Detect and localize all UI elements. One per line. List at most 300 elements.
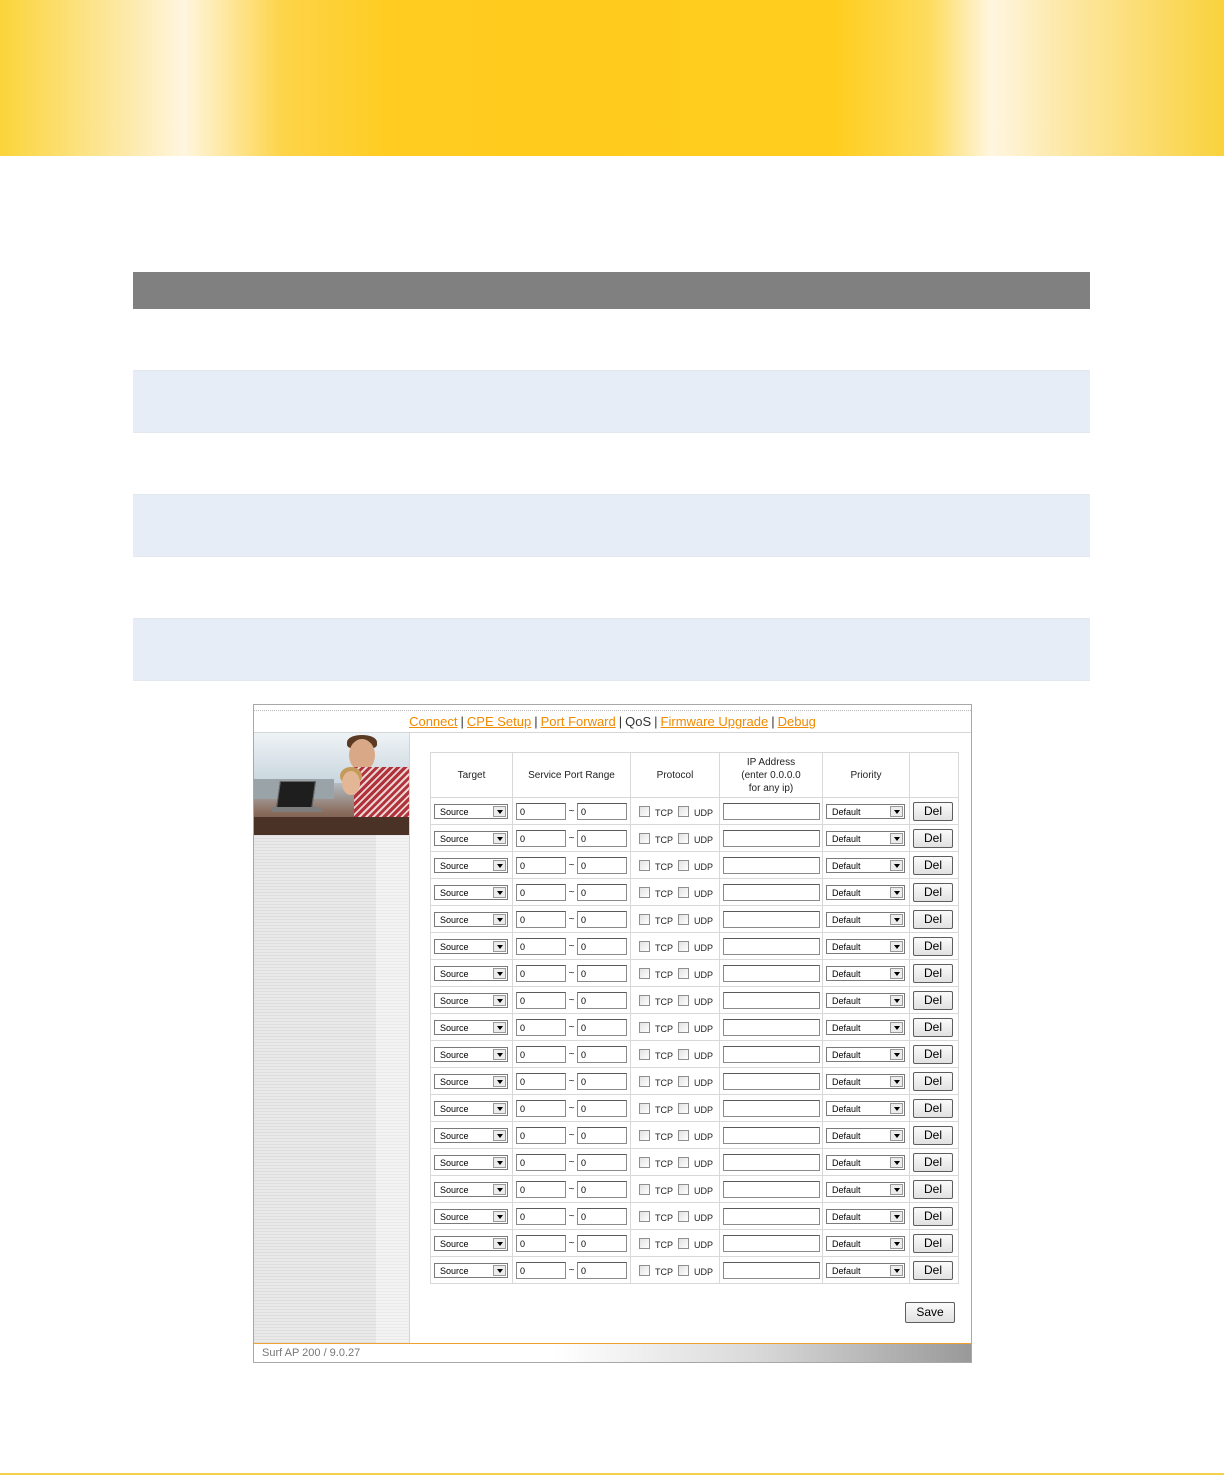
target-select[interactable] xyxy=(434,1263,508,1278)
dropdown-arrow-icon[interactable] xyxy=(493,995,506,1006)
ip-address-input[interactable] xyxy=(723,1100,820,1117)
delete-button[interactable]: Del xyxy=(913,802,953,821)
protocol-cell xyxy=(631,1257,720,1284)
dropdown-arrow-icon[interactable] xyxy=(493,914,506,925)
target-select[interactable] xyxy=(434,1155,508,1170)
delete-button[interactable]: Del xyxy=(913,910,953,929)
udp-checkbox[interactable] xyxy=(678,860,689,871)
target-value: Source xyxy=(440,887,469,898)
udp-checkbox[interactable] xyxy=(678,806,689,817)
qos-rules-body xyxy=(431,798,959,1284)
udp-label: UDP xyxy=(694,997,714,1007)
ip-address-input[interactable] xyxy=(723,884,820,901)
udp-label: UDP xyxy=(694,808,714,818)
nav-link-debug[interactable]: Debug xyxy=(777,714,816,729)
port-from-input[interactable]: 0 xyxy=(516,965,566,982)
dropdown-arrow-icon[interactable] xyxy=(890,995,903,1006)
delete-button[interactable]: Del xyxy=(913,964,953,983)
priority-select[interactable] xyxy=(826,1263,905,1278)
udp-checkbox[interactable] xyxy=(678,1103,689,1114)
priority-cell xyxy=(823,1176,910,1203)
delete-cell xyxy=(910,879,959,906)
tcp-checkbox[interactable] xyxy=(639,968,650,979)
document-table-row xyxy=(133,495,1090,557)
priority-value: Default xyxy=(832,968,861,979)
dropdown-arrow-icon[interactable] xyxy=(890,806,903,817)
dropdown-arrow-icon[interactable] xyxy=(890,1157,903,1168)
port-to-input[interactable]: 0 xyxy=(577,830,627,847)
port-from-input[interactable]: 0 xyxy=(516,1181,566,1198)
target-select[interactable] xyxy=(434,939,508,954)
port-from-input[interactable]: 0 xyxy=(516,911,566,928)
range-separator: ~ xyxy=(568,994,575,1006)
dropdown-arrow-icon[interactable] xyxy=(890,941,903,952)
delete-button[interactable]: Del xyxy=(913,829,953,848)
udp-label: UDP xyxy=(694,1132,714,1142)
tcp-label: TCP xyxy=(655,1213,673,1223)
udp-label: UDP xyxy=(694,1051,714,1061)
port-range-cell xyxy=(513,852,631,879)
ip-address-input[interactable] xyxy=(723,965,820,982)
port-from-input[interactable]: 0 xyxy=(516,1046,566,1063)
priority-select[interactable] xyxy=(826,1209,905,1224)
priority-value: Default xyxy=(832,941,861,952)
udp-checkbox[interactable] xyxy=(678,1022,689,1033)
dropdown-arrow-icon[interactable] xyxy=(890,1022,903,1033)
dropdown-arrow-icon[interactable] xyxy=(493,968,506,979)
target-value: Source xyxy=(440,1238,469,1249)
target-cell xyxy=(431,987,513,1014)
delete-button[interactable]: Del xyxy=(913,1045,953,1064)
port-from-input[interactable]: 0 xyxy=(516,992,566,1009)
dropdown-arrow-icon[interactable] xyxy=(890,833,903,844)
delete-cell xyxy=(910,1176,959,1203)
target-select[interactable] xyxy=(434,1236,508,1251)
udp-checkbox[interactable] xyxy=(678,1049,689,1060)
dropdown-arrow-icon[interactable] xyxy=(493,1157,506,1168)
ip-address-input[interactable] xyxy=(723,1046,820,1063)
tcp-checkbox[interactable] xyxy=(639,833,650,844)
dropdown-arrow-icon[interactable] xyxy=(890,860,903,871)
target-select[interactable] xyxy=(434,1020,508,1035)
udp-checkbox[interactable] xyxy=(678,941,689,952)
priority-value: Default xyxy=(832,806,861,817)
protocol-cell xyxy=(631,906,720,933)
ip-address-input[interactable] xyxy=(723,1154,820,1171)
port-from-input[interactable]: 0 xyxy=(516,857,566,874)
delete-button[interactable]: Del xyxy=(913,883,953,902)
range-separator: ~ xyxy=(568,967,575,979)
dropdown-arrow-icon[interactable] xyxy=(493,833,506,844)
dropdown-arrow-icon[interactable] xyxy=(493,860,506,871)
udp-checkbox[interactable] xyxy=(678,1211,689,1222)
save-button[interactable]: Save xyxy=(905,1302,955,1323)
tcp-label: TCP xyxy=(655,1240,673,1250)
priority-value: Default xyxy=(832,1238,861,1249)
port-to-input[interactable]: 0 xyxy=(577,1154,627,1171)
port-to-input[interactable]: 0 xyxy=(577,938,627,955)
ip-address-input[interactable] xyxy=(723,1235,820,1252)
nav-separator: | xyxy=(618,714,623,729)
target-cell xyxy=(431,1176,513,1203)
target-cell xyxy=(431,1122,513,1149)
tcp-checkbox[interactable] xyxy=(639,887,650,898)
nav-link-port-forward[interactable]: Port Forward xyxy=(540,714,616,729)
port-to-input[interactable]: 0 xyxy=(577,1019,627,1036)
ip-address-input[interactable] xyxy=(723,1181,820,1198)
ip-cell xyxy=(720,798,823,825)
target-select[interactable] xyxy=(434,912,508,927)
tcp-checkbox[interactable] xyxy=(639,941,650,952)
dropdown-arrow-icon[interactable] xyxy=(493,1130,506,1141)
priority-cell xyxy=(823,960,910,987)
target-value: Source xyxy=(440,1076,469,1087)
port-from-input[interactable]: 0 xyxy=(516,1019,566,1036)
qos-header-row xyxy=(431,753,959,798)
dropdown-arrow-icon[interactable] xyxy=(890,1238,903,1249)
ip-cell xyxy=(720,960,823,987)
delete-button[interactable]: Del xyxy=(913,1126,953,1145)
port-from-input[interactable]: 0 xyxy=(516,1262,566,1279)
ip-address-input[interactable] xyxy=(723,1073,820,1090)
dropdown-arrow-icon[interactable] xyxy=(493,1103,506,1114)
dropdown-arrow-icon[interactable] xyxy=(493,806,506,817)
port-range-cell xyxy=(513,987,631,1014)
priority-value: Default xyxy=(832,1022,861,1033)
target-select[interactable] xyxy=(434,1128,508,1143)
tcp-label: TCP xyxy=(655,970,673,980)
ip-address-input[interactable] xyxy=(723,803,820,820)
dropdown-arrow-icon[interactable] xyxy=(493,1049,506,1060)
port-to-input[interactable]: 0 xyxy=(577,803,627,820)
port-to-input[interactable]: 0 xyxy=(577,965,627,982)
priority-select[interactable] xyxy=(826,939,905,954)
ip-cell xyxy=(720,1257,823,1284)
delete-cell xyxy=(910,1122,959,1149)
target-select[interactable] xyxy=(434,966,508,981)
content-divider xyxy=(409,733,410,1343)
port-to-input[interactable]: 0 xyxy=(577,1127,627,1144)
priority-select[interactable] xyxy=(826,831,905,846)
target-select[interactable] xyxy=(434,993,508,1008)
tcp-label: TCP xyxy=(655,835,673,845)
target-value: Source xyxy=(440,968,469,979)
port-from-input[interactable]: 0 xyxy=(516,1073,566,1090)
port-to-input[interactable]: 0 xyxy=(577,1262,627,1279)
priority-value: Default xyxy=(832,1211,861,1222)
header-priority: Priority xyxy=(823,753,910,798)
bottom-rule xyxy=(0,1473,1224,1475)
udp-checkbox[interactable] xyxy=(678,887,689,898)
table-row xyxy=(431,1068,959,1095)
port-from-input[interactable]: 0 xyxy=(516,830,566,847)
dropdown-arrow-icon[interactable] xyxy=(493,1184,506,1195)
priority-cell xyxy=(823,1068,910,1095)
nav-link-cpe-setup[interactable]: CPE Setup xyxy=(466,714,532,729)
port-to-input[interactable]: 0 xyxy=(577,911,627,928)
priority-select[interactable] xyxy=(826,1047,905,1062)
priority-select[interactable] xyxy=(826,1128,905,1143)
port-from-input[interactable]: 0 xyxy=(516,938,566,955)
port-from-input[interactable]: 0 xyxy=(516,884,566,901)
tcp-checkbox[interactable] xyxy=(639,1265,650,1276)
ip-address-input[interactable] xyxy=(723,857,820,874)
priority-value: Default xyxy=(832,1103,861,1114)
range-separator: ~ xyxy=(568,1129,575,1141)
protocol-cell xyxy=(631,798,720,825)
delete-button[interactable]: Del xyxy=(913,1153,953,1172)
udp-checkbox[interactable] xyxy=(678,1184,689,1195)
tcp-checkbox[interactable] xyxy=(639,1130,650,1141)
dropdown-arrow-icon[interactable] xyxy=(493,1022,506,1033)
port-range-cell xyxy=(513,1068,631,1095)
port-from-input[interactable]: 0 xyxy=(516,803,566,820)
range-separator: ~ xyxy=(568,913,575,925)
port-from-input[interactable]: 0 xyxy=(516,1100,566,1117)
tcp-checkbox[interactable] xyxy=(639,1211,650,1222)
priority-select[interactable] xyxy=(826,885,905,900)
udp-checkbox[interactable] xyxy=(678,1265,689,1276)
priority-cell xyxy=(823,1095,910,1122)
target-cell xyxy=(431,825,513,852)
target-select[interactable] xyxy=(434,1047,508,1062)
port-to-input[interactable]: 0 xyxy=(577,884,627,901)
tcp-label: TCP xyxy=(655,889,673,899)
priority-value: Default xyxy=(832,860,861,871)
ip-cell xyxy=(720,1203,823,1230)
priority-select[interactable] xyxy=(826,1101,905,1116)
port-range-cell xyxy=(513,960,631,987)
priority-select[interactable] xyxy=(826,993,905,1008)
priority-select[interactable] xyxy=(826,1020,905,1035)
target-select[interactable] xyxy=(434,1182,508,1197)
priority-value: Default xyxy=(832,1049,861,1060)
ip-address-input[interactable] xyxy=(723,1019,820,1036)
table-row xyxy=(431,987,959,1014)
priority-select[interactable] xyxy=(826,1182,905,1197)
ip-address-input[interactable] xyxy=(723,1127,820,1144)
port-from-input[interactable]: 0 xyxy=(516,1154,566,1171)
protocol-cell xyxy=(631,1230,720,1257)
protocol-cell xyxy=(631,987,720,1014)
header-protocol: Protocol xyxy=(631,753,720,798)
dropdown-arrow-icon[interactable] xyxy=(890,1103,903,1114)
tcp-checkbox[interactable] xyxy=(639,995,650,1006)
delete-button[interactable]: Del xyxy=(913,1072,953,1091)
port-to-input[interactable]: 0 xyxy=(577,1100,627,1117)
dropdown-arrow-icon[interactable] xyxy=(890,1049,903,1060)
target-select[interactable] xyxy=(434,1101,508,1116)
nav-link-connect[interactable]: Connect xyxy=(409,714,458,729)
delete-cell xyxy=(910,798,959,825)
udp-checkbox[interactable] xyxy=(678,968,689,979)
dropdown-arrow-icon[interactable] xyxy=(493,1076,506,1087)
dropdown-arrow-icon[interactable] xyxy=(890,887,903,898)
document-table-row xyxy=(133,371,1090,433)
delete-button[interactable]: Del xyxy=(913,1018,953,1037)
port-to-input[interactable]: 0 xyxy=(577,992,627,1009)
tcp-label: TCP xyxy=(655,1132,673,1142)
udp-checkbox[interactable] xyxy=(678,1076,689,1087)
target-cell xyxy=(431,1068,513,1095)
udp-label: UDP xyxy=(694,1105,714,1115)
udp-label: UDP xyxy=(694,943,714,953)
protocol-cell xyxy=(631,1149,720,1176)
priority-value: Default xyxy=(832,1184,861,1195)
ip-cell xyxy=(720,1041,823,1068)
priority-select[interactable] xyxy=(826,912,905,927)
ip-address-input[interactable] xyxy=(723,911,820,928)
dropdown-arrow-icon[interactable] xyxy=(890,1076,903,1087)
target-cell xyxy=(431,1203,513,1230)
dropdown-arrow-icon[interactable] xyxy=(493,1265,506,1276)
delete-cell xyxy=(910,825,959,852)
dropdown-arrow-icon[interactable] xyxy=(493,941,506,952)
port-to-input[interactable]: 0 xyxy=(577,1208,627,1225)
udp-label: UDP xyxy=(694,862,714,872)
header-ip-address xyxy=(720,753,823,798)
udp-label: UDP xyxy=(694,1186,714,1196)
tcp-checkbox[interactable] xyxy=(639,1238,650,1249)
ip-address-input[interactable] xyxy=(723,938,820,955)
ip-cell xyxy=(720,987,823,1014)
port-to-input[interactable]: 0 xyxy=(577,1235,627,1252)
target-cell xyxy=(431,1014,513,1041)
dropdown-arrow-icon[interactable] xyxy=(890,968,903,979)
range-separator: ~ xyxy=(568,1102,575,1114)
dropdown-arrow-icon[interactable] xyxy=(493,1211,506,1222)
tcp-label: TCP xyxy=(655,1105,673,1115)
target-select[interactable] xyxy=(434,885,508,900)
ip-address-input[interactable] xyxy=(723,992,820,1009)
udp-label: UDP xyxy=(694,1078,714,1088)
document-table-row xyxy=(133,557,1090,619)
dropdown-arrow-icon[interactable] xyxy=(493,887,506,898)
port-to-input[interactable]: 0 xyxy=(577,857,627,874)
udp-label: UDP xyxy=(694,1267,714,1277)
priority-select[interactable] xyxy=(826,1155,905,1170)
tcp-checkbox[interactable] xyxy=(639,1076,650,1087)
tcp-checkbox[interactable] xyxy=(639,1022,650,1033)
port-to-input[interactable]: 0 xyxy=(577,1046,627,1063)
udp-checkbox[interactable] xyxy=(678,914,689,925)
priority-select[interactable] xyxy=(826,1236,905,1251)
delete-button[interactable]: Del xyxy=(913,1234,953,1253)
port-from-input[interactable]: 0 xyxy=(516,1127,566,1144)
target-value: Source xyxy=(440,914,469,925)
delete-button[interactable]: Del xyxy=(913,856,953,875)
range-separator: ~ xyxy=(568,859,575,871)
ip-cell xyxy=(720,906,823,933)
delete-button[interactable]: Del xyxy=(913,991,953,1010)
target-value: Source xyxy=(440,941,469,952)
tcp-checkbox[interactable] xyxy=(639,1049,650,1060)
protocol-cell xyxy=(631,1203,720,1230)
delete-cell xyxy=(910,1149,959,1176)
priority-cell xyxy=(823,1041,910,1068)
ip-cell xyxy=(720,852,823,879)
ip-address-input[interactable] xyxy=(723,1262,820,1279)
range-separator: ~ xyxy=(568,1183,575,1195)
priority-select[interactable] xyxy=(826,1074,905,1089)
port-to-input[interactable]: 0 xyxy=(577,1181,627,1198)
dropdown-arrow-icon[interactable] xyxy=(890,1184,903,1195)
target-select[interactable] xyxy=(434,858,508,873)
table-row xyxy=(431,1203,959,1230)
ip-address-input[interactable] xyxy=(723,1208,820,1225)
udp-checkbox[interactable] xyxy=(678,1157,689,1168)
delete-button[interactable]: Del xyxy=(913,1099,953,1118)
delete-button[interactable]: Del xyxy=(913,1207,953,1226)
tcp-checkbox[interactable] xyxy=(639,914,650,925)
ip-address-input[interactable] xyxy=(723,830,820,847)
priority-select[interactable] xyxy=(826,858,905,873)
udp-checkbox[interactable] xyxy=(678,1130,689,1141)
dropdown-arrow-icon[interactable] xyxy=(890,1211,903,1222)
priority-select[interactable] xyxy=(826,966,905,981)
target-select[interactable] xyxy=(434,1209,508,1224)
sidebar-strip xyxy=(376,835,409,1343)
priority-value: Default xyxy=(832,1157,861,1168)
dropdown-arrow-icon[interactable] xyxy=(890,1130,903,1141)
delete-button[interactable]: Del xyxy=(913,1261,953,1280)
dropdown-arrow-icon[interactable] xyxy=(890,914,903,925)
udp-label: UDP xyxy=(694,1159,714,1169)
port-range-cell xyxy=(513,1041,631,1068)
target-value: Source xyxy=(440,1265,469,1276)
tcp-label: TCP xyxy=(655,916,673,926)
header-service-port-range: Service Port Range xyxy=(513,753,631,798)
udp-checkbox[interactable] xyxy=(678,1238,689,1249)
priority-value: Default xyxy=(832,995,861,1006)
header-actions xyxy=(910,753,959,798)
tcp-checkbox[interactable] xyxy=(639,860,650,871)
dropdown-arrow-icon[interactable] xyxy=(493,1238,506,1249)
tcp-checkbox[interactable] xyxy=(639,1103,650,1114)
port-from-input[interactable]: 0 xyxy=(516,1208,566,1225)
tcp-checkbox[interactable] xyxy=(639,1157,650,1168)
udp-label: UDP xyxy=(694,916,714,926)
udp-label: UDP xyxy=(694,970,714,980)
port-from-input[interactable]: 0 xyxy=(516,1235,566,1252)
udp-checkbox[interactable] xyxy=(678,833,689,844)
dropdown-arrow-icon[interactable] xyxy=(890,1265,903,1276)
port-range-cell xyxy=(513,1203,631,1230)
priority-cell xyxy=(823,825,910,852)
target-select[interactable] xyxy=(434,1074,508,1089)
delete-button[interactable]: Del xyxy=(913,937,953,956)
delete-button[interactable]: Del xyxy=(913,1180,953,1199)
range-separator: ~ xyxy=(568,1264,575,1276)
target-value: Source xyxy=(440,806,469,817)
nav-link-qos: QoS xyxy=(625,714,652,729)
target-select[interactable] xyxy=(434,831,508,846)
target-select[interactable] xyxy=(434,804,508,819)
port-to-input[interactable]: 0 xyxy=(577,1073,627,1090)
tcp-label: TCP xyxy=(655,1159,673,1169)
delete-cell xyxy=(910,987,959,1014)
target-value: Source xyxy=(440,1022,469,1033)
ip-cell xyxy=(720,1230,823,1257)
priority-select[interactable] xyxy=(826,804,905,819)
udp-checkbox[interactable] xyxy=(678,995,689,1006)
port-range-cell xyxy=(513,1014,631,1041)
range-separator: ~ xyxy=(568,1237,575,1249)
tcp-checkbox[interactable] xyxy=(639,1184,650,1195)
tcp-checkbox[interactable] xyxy=(639,806,650,817)
header-banner xyxy=(0,0,1224,156)
nav-link-firmware-upgrade[interactable]: Firmware Upgrade xyxy=(660,714,769,729)
